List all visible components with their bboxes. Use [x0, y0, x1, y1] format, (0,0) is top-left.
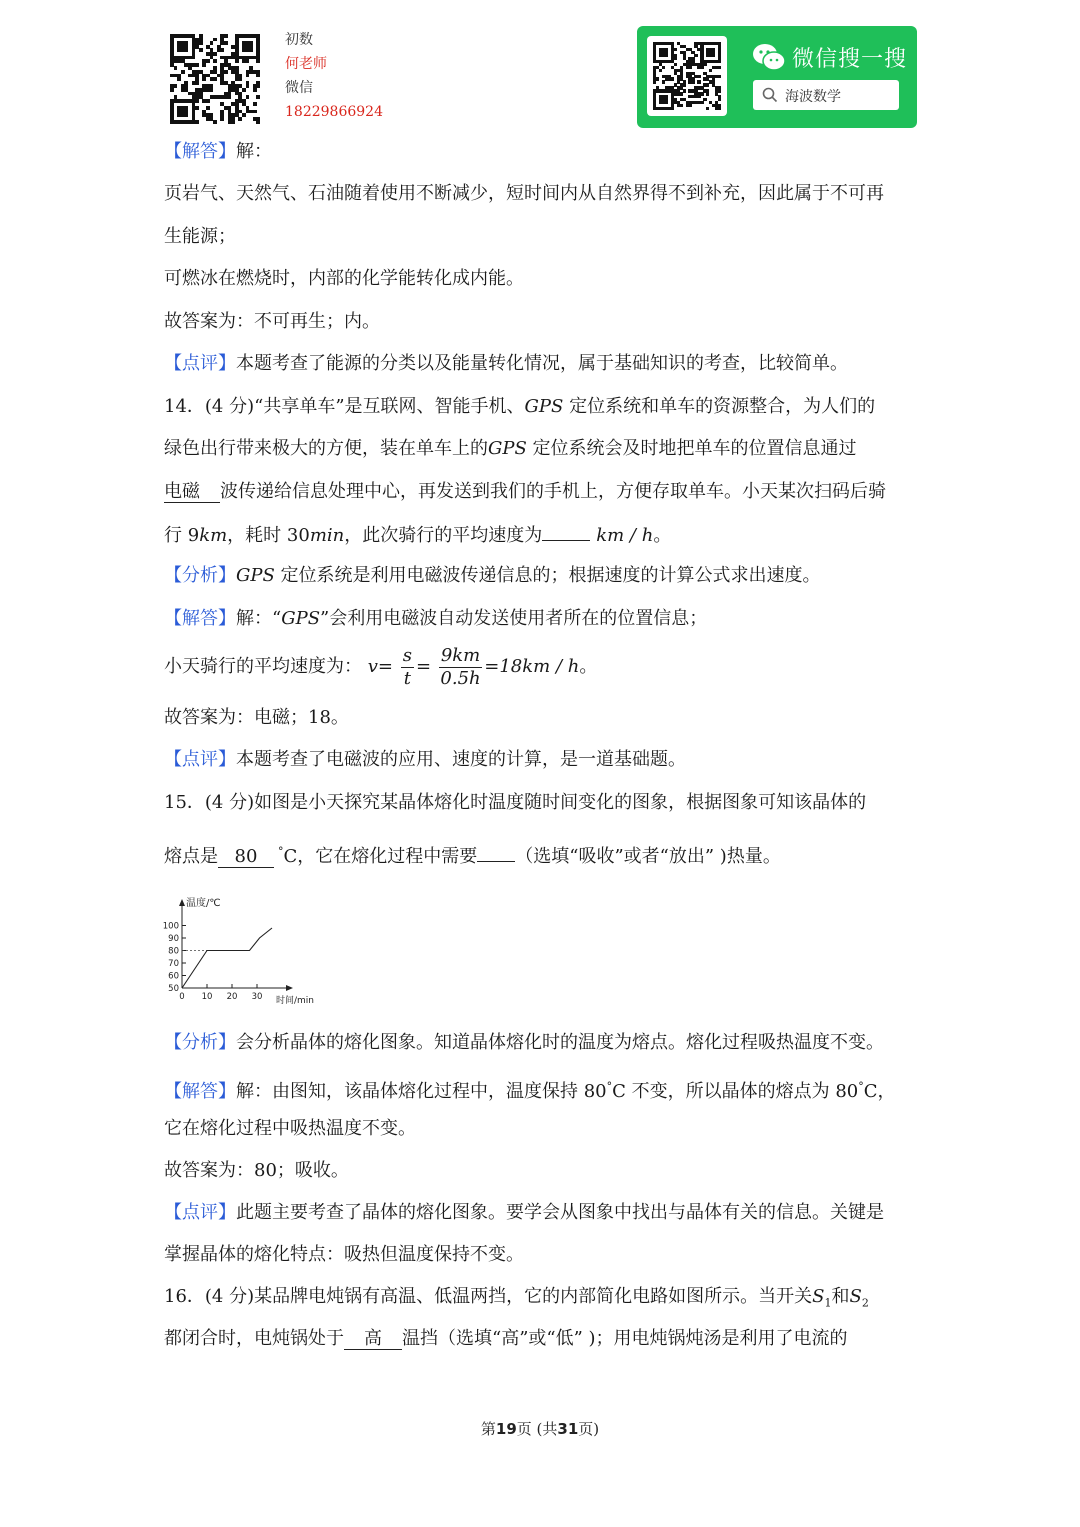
qr-module [195, 81, 199, 85]
contact-line-teacher: 何老师 [285, 56, 327, 72]
qr-module [184, 113, 188, 117]
q14-answer: 【解答】解：“GPS”会利用电磁波自动发送使用者所在的位置信息； [164, 608, 708, 629]
qr-module [697, 95, 700, 98]
qr-module [224, 70, 228, 74]
qr-module [662, 80, 665, 83]
qr-module [680, 104, 683, 107]
qr-module [671, 77, 674, 80]
qr-module [706, 107, 709, 110]
qr-module [210, 41, 214, 45]
q15-analysis: 【分析】会分析晶体的熔化图象。知道晶体熔化时的温度为熔点。熔化过程吸热温度不变。 [164, 1032, 884, 1053]
qr-module [195, 99, 199, 103]
qr-module [206, 99, 210, 103]
contact-line-phone: 18229866924 [285, 104, 383, 120]
y-tick-label: 70 [168, 959, 179, 969]
qr-module [656, 77, 659, 80]
qr-module [195, 63, 199, 67]
q14-fill-blank-2 [542, 522, 590, 541]
qr-module [694, 54, 697, 57]
page-footer: 第19页 (共31页) [480, 1420, 600, 1438]
q14-stem-line1: 14．(4 分)“共享单车”是互联网、智能手机、GPS 定位系统和单车的资源整合，为人们的 [164, 396, 876, 417]
y-tick-label: 100 [162, 921, 179, 932]
q13-text-line1: 页岩气、天然气、石油随着使用不断减少，短时间内从自然界得不到补充，因此属于不可再 [164, 183, 884, 204]
qr-module [718, 89, 721, 92]
qr-module [709, 69, 712, 72]
x-tick-label: 0 [179, 992, 185, 1002]
search-icon [761, 86, 779, 104]
contact-qr-code [170, 34, 260, 124]
qr-module [206, 59, 210, 63]
qr-module [177, 77, 181, 81]
qr-module [246, 59, 250, 63]
qr-module [213, 38, 217, 42]
q13-text-line2: 生能源； [164, 226, 236, 247]
q15-fill-blank-1: 80 [218, 847, 274, 868]
wechat-search-box[interactable] [753, 80, 899, 110]
q15-comment-line2: 掌握晶体的熔化特点：吸热但温度保持不变。 [164, 1244, 524, 1265]
q15-answer: 【解答】解：由图知，该晶体熔化过程中，温度保持 80°C 不变，所以晶体的熔点为 80°C， [164, 1080, 896, 1102]
qr-module [671, 107, 674, 110]
qr-module [170, 88, 174, 92]
qr-module [195, 120, 199, 124]
qr-module [256, 95, 260, 99]
qr-module [700, 66, 703, 69]
qr-module [703, 98, 706, 101]
q15-comment: 【点评】此题主要考查了晶体的熔化图象。要学会从图象中找出与晶体有关的信息。关键是 [164, 1202, 884, 1223]
y-tick-label: 50 [168, 984, 179, 994]
contact-line-subject: 初数 [285, 32, 313, 48]
q15-final-answer: 故答案为：80；吸收。 [164, 1160, 349, 1181]
qr-module [691, 80, 694, 83]
qr-module [199, 48, 203, 52]
qr-module [256, 120, 260, 124]
qr-module [210, 88, 214, 92]
qr-module [665, 101, 668, 104]
qr-module [697, 75, 700, 78]
qr-module [174, 66, 178, 70]
q15-stem-line1: 15．(4 分)如图是小天探究某晶体熔化时温度随时间变化的图象，根据图象可知该晶体的 [164, 792, 867, 813]
qr-module [206, 106, 210, 110]
q13-text-line3: 可燃冰在燃烧时，内部的化学能转化成内能。 [164, 268, 524, 289]
qr-module [697, 80, 700, 83]
fraction-values: $\frac{9km}{0.5h}$ [440, 644, 481, 689]
qr-module [213, 52, 217, 56]
qr-module [718, 107, 721, 110]
q14-stem-line2: 绿色出行带来极大的方便，装在单车上的GPS 定位系统会及时地把单车的位置信息通过 [164, 438, 857, 459]
qr-module [688, 66, 691, 69]
qr-module [242, 88, 246, 92]
qr-module [718, 60, 721, 63]
y-axis-arrow [179, 899, 185, 906]
qr-module [213, 120, 217, 124]
x-axis-label: 时间/min [276, 996, 315, 1006]
qr-module [700, 101, 703, 104]
answer-tag: 【解答】 [164, 141, 236, 162]
qr-module [674, 48, 677, 51]
qr-module [253, 110, 257, 114]
qr-module [674, 57, 677, 60]
q15-stem-line2: 熔点是 80 °C，它在熔化过程中需要 （选填“吸收”或者“放出” )热量。 [164, 845, 781, 867]
qr-module [228, 95, 232, 99]
x-tick-label: 20 [226, 992, 238, 1002]
x-axis-arrow [286, 985, 293, 991]
qr-module [688, 104, 691, 107]
contact-line-wechat: 微信 [285, 80, 313, 96]
temperature-series-line [182, 928, 272, 988]
qr-module [220, 117, 224, 121]
q14-fill-blank-1: 电磁 [164, 482, 220, 503]
qr-module [700, 92, 703, 95]
qr-module [256, 84, 260, 88]
q15-answer-line2: 它在熔化过程中吸热温度不变。 [164, 1118, 416, 1139]
x-tick-label: 30 [251, 992, 263, 1002]
q14-speed-formula: 小天骑行的平均速度为： v= $\frac{s}{t}$ = $\frac{9km}{0.5h}$ =18km / h。 [164, 644, 598, 689]
qr-module [659, 69, 662, 72]
q13-answer-line: 【解答】解： [164, 141, 272, 162]
qr-module [181, 70, 185, 74]
qr-module [195, 106, 199, 110]
qr-module [246, 95, 250, 99]
qr-module [718, 75, 721, 78]
melting-chart [160, 890, 330, 1015]
q16-stem-line2: 都闭合时，电炖锅处于 高 温挡（选填“高”或“低” )；用电炖锅炖汤是利用了电流的 [164, 1328, 848, 1349]
qr-module [246, 74, 250, 78]
qr-module [231, 120, 235, 124]
qr-module [703, 63, 706, 66]
x-tick-label: 10 [201, 992, 213, 1002]
qr-module [213, 77, 217, 81]
y-axis-label: 温度/℃ [186, 898, 221, 909]
qr-module [674, 63, 677, 66]
qr-module [683, 89, 686, 92]
qr-module [662, 66, 665, 69]
fraction-s-over-t: $\frac{s}{t}$ [402, 644, 412, 689]
qr-module [238, 77, 242, 81]
qr-module [718, 98, 721, 101]
qr-module [246, 84, 250, 88]
qr-module [220, 48, 224, 52]
qr-module [242, 113, 246, 117]
y-tick-label: 80 [168, 946, 179, 957]
qr-module [184, 48, 188, 52]
total-pages: 31 [557, 1420, 579, 1438]
q16-stem-line1: 16．(4 分)某品牌电炖锅有高温、低温两挡，它的内部简化电路如图所示。当开关$S_1$和$S_2$ [164, 1286, 869, 1310]
q14-analysis: 【分析】GPS 定位系统是利用电磁波传递信息的；根据速度的计算公式求出速度。 [164, 565, 821, 586]
qr-module [202, 63, 206, 67]
q15-fill-blank-2 [477, 843, 515, 862]
q14-final-answer: 故答案为：电磁；18。 [164, 707, 349, 728]
y-tick-label: 60 [168, 971, 179, 982]
wechat-search-title: 微信搜一搜 [792, 46, 908, 71]
qr-module [174, 84, 178, 88]
q16-fill-blank-1: 高 [344, 1329, 402, 1350]
wechat-search-card[interactable] [637, 26, 917, 128]
wechat-qr-code [647, 36, 727, 116]
qr-module [235, 59, 239, 63]
q13-final-answer: 故答案为：不可再生；内。 [164, 311, 380, 332]
qr-module [718, 66, 721, 69]
q13-comment: 【点评】本题考查了能源的分类以及能量转化情况，属于基础知识的考查，比较简单。 [164, 353, 848, 374]
qr-module [712, 54, 715, 57]
wechat-search-text: 海波数学 [785, 88, 841, 104]
qr-module [683, 83, 686, 86]
qr-module [213, 59, 217, 63]
qr-module [665, 54, 668, 57]
qr-module [706, 83, 709, 86]
qr-module [202, 77, 206, 81]
qr-module [253, 88, 257, 92]
y-tick-label: 90 [168, 934, 179, 944]
qr-module [199, 41, 203, 45]
qr-module [256, 59, 260, 63]
qr-module [238, 117, 242, 121]
qr-module [249, 48, 253, 52]
qr-module [253, 102, 257, 106]
q14-stem-line3: 电磁 波传递给信息处理中心，再发送到我们的手机上，方便存取单车。小天某次扫码后骑 [164, 481, 886, 502]
qr-module [706, 92, 709, 95]
q14-comment: 【点评】本题考查了电磁波的应用、速度的计算，是一道基础题。 [164, 749, 686, 770]
wechat-logo-icon [752, 42, 786, 72]
contact-info [285, 28, 383, 124]
qr-module [256, 74, 260, 78]
qr-module [680, 92, 683, 95]
qr-module [653, 80, 656, 83]
qr-module [224, 41, 228, 45]
current-page: 19 [495, 1420, 517, 1438]
qr-module [192, 56, 196, 60]
q14-stem-line4: 行 9km，耗时 30min，此次骑行的平均速度为 km / h。 [164, 522, 671, 548]
qr-module [224, 34, 228, 38]
